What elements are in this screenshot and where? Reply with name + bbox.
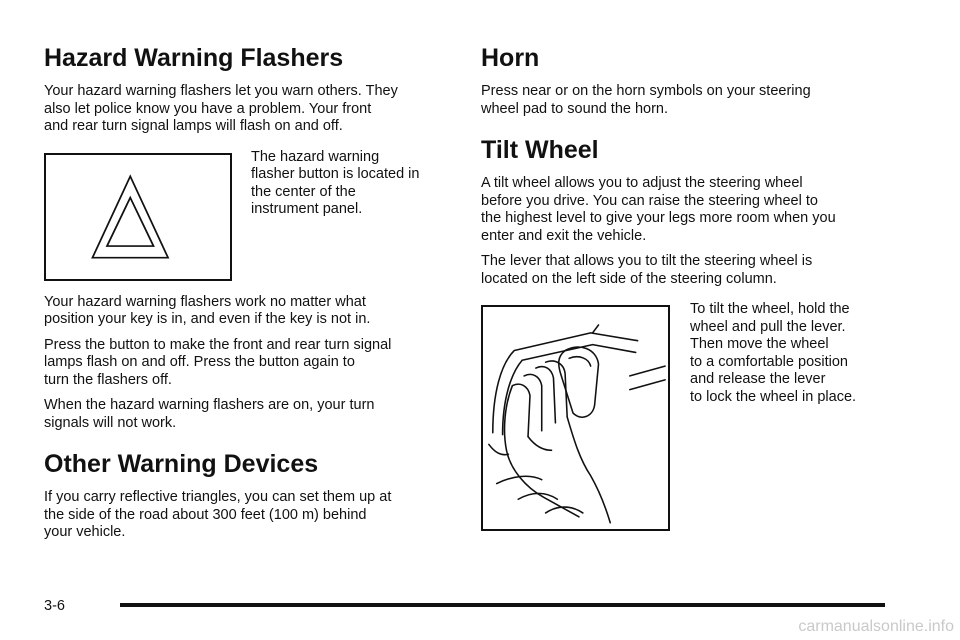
hazard-heading: Hazard Warning Flashers: [44, 44, 344, 72]
hazard-intro-paragraph: Your hazard warning flashers let you warn others. They also let police know you have a problem. Your front and rear turn signal lamps will flash on and off.: [44, 83, 398, 134]
hazard-figure-row: [44, 148, 444, 281]
tilt-paragraph-2: The lever that allows you to tilt the steering wheel is located on the left side of the steering column.: [481, 253, 813, 287]
page-number: 3-6: [44, 598, 65, 614]
hazard-caption: The hazard warning flasher button is located in the center of the instrument panel.: [251, 148, 420, 217]
horn-paragraph: Press near or on the horn symbols on your steering wheel pad to sound the horn.: [481, 83, 811, 117]
hazard-paragraph-4: When the hazard warning flashers are on, your turn signals will not work.: [44, 397, 375, 431]
other-warning-paragraph: If you carry reflective triangles, you can set them up at the side of the road about 300 feet (100 m) behind your vehicle.: [44, 489, 392, 540]
hazard-paragraph-3: Press the button to make the front and rear turn signal lamps flash on and off. Press the button again to turn the flashers off.: [44, 336, 392, 388]
footer-rule: [120, 603, 885, 607]
hand-pulling-lever-illustration: [483, 307, 668, 529]
tilt-caption: To tilt the wheel, hold the wheel and pull the lever. Then move the wheel to a comfortable position and release the lever to lock the wheel in place.: [690, 301, 857, 405]
tilt-figure: [481, 305, 670, 531]
left-column: [44, 42, 444, 542]
watermark[interactable]: carmanualsonline.info: [798, 618, 954, 635]
hazard-figure: [44, 153, 232, 281]
tilt-wheel-heading: Tilt Wheel: [481, 136, 599, 164]
hazard-triangle-icon: [46, 155, 230, 279]
tilt-paragraph-1: A tilt wheel allows you to adjust the steering wheel before you drive. You can raise the steering wheel to the highest level to give your legs more room when you enter and exit the vehicle.: [481, 175, 836, 244]
horn-heading: Horn: [481, 44, 540, 72]
other-warning-devices-heading: Other Warning Devices: [44, 450, 319, 478]
hazard-paragraph-2: Your hazard warning flashers work no matter what position your key is in, and even if the key is not in.: [44, 293, 371, 327]
tilt-figure-row: [481, 301, 891, 531]
right-column: [481, 42, 891, 531]
